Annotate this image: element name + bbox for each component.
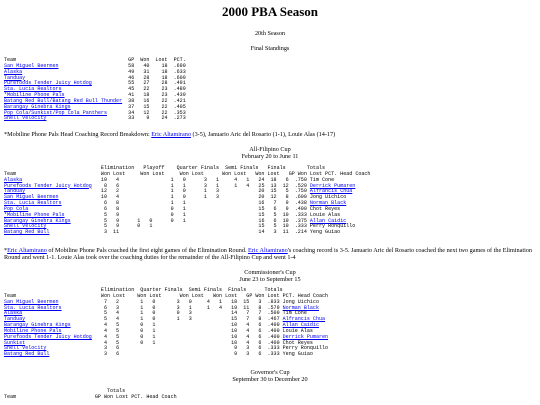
team-link-barangay-ginebra-kings[interactable]: Barangay Ginebra Kings <box>4 103 71 110</box>
team-link-san-miguel-beermen[interactable]: San Miguel Beermen <box>4 298 59 305</box>
row-values: 4 5 0 1 10 4 6 .400 <box>70 322 283 329</box>
mobiline-coaching-note <box>4 131 536 138</box>
row-values: 45 22 23 .489 <box>61 86 186 93</box>
coach-link-eric-altamirano-2[interactable]: Eric Altamirano <box>248 247 288 254</box>
row-values: 4 5 0 1 10 4 6 .400 <box>61 327 283 334</box>
team-link-purefoods-tender-juicy-hotdog[interactable]: Purefoods Tender Juicy Hotdog <box>4 333 92 340</box>
table-header: Elimination Quarter Finals Semi Finals Finals Totals <box>4 287 283 293</box>
coach-link-norman-black[interactable]: Norman Black <box>309 200 347 207</box>
coach-link-eric-altamirano[interactable]: Eric Altamirano <box>151 131 191 138</box>
coach-name: Jong Uichico <box>282 298 319 305</box>
row-values: 3 6 9 3 6 .333 <box>49 351 283 358</box>
coach-name: Chot Reyes <box>309 205 341 212</box>
row-values: 49 31 18 .633 <box>22 68 186 75</box>
team-link-alaska[interactable]: Alaska <box>4 176 23 183</box>
commissioners-table <box>4 288 328 358</box>
team-link-mobiline-phone-pals[interactable]: *Mobiline Phone Pals <box>4 211 65 218</box>
row-values: 5 4 1 0 0 3 14 7 7 .500 <box>22 310 283 317</box>
coach-link-alfrancis-chua[interactable]: Alfrancis Chua <box>282 316 326 323</box>
table-header: Totals <box>4 388 126 394</box>
team-link-sta-lucia-realtors[interactable]: Sta. Lucia Realtors <box>4 86 62 93</box>
table-row <box>4 351 313 357</box>
row-values: 5 9 0 1 15 5 10 .333 <box>46 223 310 230</box>
row-values: 3 11 14 3 11 .214 <box>49 229 310 236</box>
row-values: 10 4 1 0 3 1 4 1 24 18 6 .750 <box>22 176 310 183</box>
row-values: 6 8 0 1 15 6 9 .400 <box>28 205 310 212</box>
team-link-tanduay[interactable]: Tanduay <box>4 74 26 81</box>
coach-link-derrick-pumaren[interactable]: Derrick Pumaren <box>282 333 329 340</box>
coach-name: Yeng Guiao <box>282 351 313 358</box>
coach-name: Yeng Guiao <box>309 229 341 236</box>
coach-name: Louie Alas <box>282 327 313 334</box>
af-note-p1: * <box>4 247 8 254</box>
team-link-purefoods-tender-juicy-hotdog[interactable]: Purefoods Tender Juicy Hotdog <box>4 80 92 87</box>
coach-link-allan-caidic[interactable]: Allan Caidic <box>309 217 347 224</box>
row-values: 12 2 1 0 1 3 20 15 5 .750 <box>25 188 310 195</box>
all-filipino-title: All-Filipino Cup <box>249 146 291 153</box>
table-header: Team GP Won Lost PCT. Head Coach <box>4 393 177 400</box>
table-header: Team Won Lost Won Lost Won Lost Won Lost GP Won Lost PCT. Head Coach <box>4 292 329 299</box>
row-values: 3 6 9 3 6 .333 <box>46 345 283 352</box>
all-filipino-table <box>4 166 370 236</box>
af-note-p3: 's coaching record is 3-5. Januario Aric del Rosario coached the next two games of the Elimination Round and went 1-1. Louie Alas took over the coaching duties for the remainder of the All-Filipino Cup and went 1-4 <box>4 247 532 262</box>
team-link-sta-lucia-realtors[interactable]: Sta. Lucia Realtors <box>4 200 62 207</box>
coach-name: Perry Ronquillo <box>309 223 356 230</box>
table-header: Team Won Lost Won Lost Won Lost Won Lost Won Lost GP Won Lost PCT. Head Coach <box>4 170 371 177</box>
row-values: 5 4 1 0 1 3 15 7 8 .467 <box>25 316 283 323</box>
team-link-sunkist[interactable]: Sunkist <box>4 339 26 346</box>
team-link-tanduay[interactable]: Tanduay <box>4 188 26 195</box>
table-row <box>4 229 340 235</box>
table-row <box>4 115 186 121</box>
team-link-mobiline-phone-pals[interactable]: Mobiline Phone Pals <box>4 327 62 334</box>
row-values: 6 3 1 0 3 1 1 4 19 11 8 .579 <box>61 304 283 311</box>
team-link-alaska[interactable]: Alaska <box>4 68 23 75</box>
row-values: 5 9 0 1 15 5 10 .333 <box>64 211 310 218</box>
standings-table <box>4 58 186 122</box>
team-link-shell-velocity[interactable]: Shell Velocity <box>4 223 47 230</box>
note-prefix: *Mobiline Phone Pals Head Coaching Record Breakdown: <box>4 131 152 138</box>
af-note-p2: of Mobiline Phone Pals coached the first eight games of the Elimination Round. <box>46 247 249 254</box>
team-link-batang-red-bull[interactable]: Batang Red Bull <box>4 229 50 236</box>
note-suffix: (3-5), Januario Aric del Rosario (1-1), Louie Alas (14-17) <box>190 131 336 138</box>
coach-link-derrick-pumaren[interactable]: Derrick Pumaren <box>309 182 356 189</box>
team-link-mobiline-phone-pals[interactable]: *Mobiline Phone Pals <box>4 92 65 99</box>
standings-heading: Final Standings <box>250 45 290 52</box>
team-link-alaska[interactable]: Alaska <box>4 310 23 317</box>
row-values: 5 9 1 0 0 1 16 6 10 .375 <box>70 217 310 224</box>
coach-name: Louie Alas <box>309 211 341 218</box>
team-link-sta-lucia-realtors[interactable]: Sta. Lucia Realtors <box>4 304 62 311</box>
coach-name: Tim Cone <box>282 310 307 317</box>
season-number: 20th Season <box>254 30 286 37</box>
governors-dates: September 30 to December 20 <box>232 376 308 383</box>
row-values: 10 4 1 0 1 3 20 12 8 .600 <box>58 194 310 201</box>
governors-table <box>4 389 177 401</box>
coach-link-eric-altamirano-1[interactable]: Eric Altamirano <box>7 247 47 254</box>
row-values: 34 12 22 .353 <box>106 109 186 116</box>
row-values: 37 15 22 .405 <box>70 103 186 110</box>
row-values: 46 28 18 .609 <box>25 74 186 81</box>
team-link-batang-red-bull-batang-red-bull-thunder[interactable]: Batang Red Bull/Batang Red Bull Thunder <box>4 97 123 104</box>
team-link-shell-velocity[interactable]: Shell Velocity <box>4 345 47 352</box>
commissioners-dates: June 23 to September 15 <box>239 276 301 283</box>
all-filipino-dates: February 20 to June 11 <box>241 153 299 160</box>
row-values: 38 16 22 .421 <box>122 97 186 104</box>
table-header: Team GP Won Lost PCT. <box>4 57 186 63</box>
table-header: Elimination Playoff Quarter Finals Semi Finals Finals Totals <box>4 165 326 171</box>
row-values: 58 40 18 .690 <box>58 62 186 69</box>
team-link-shell-velocity[interactable]: Shell Velocity <box>4 115 47 122</box>
coach-name: Jong Uichico <box>309 194 347 201</box>
team-link-pop-cola[interactable]: Pop Cola <box>4 205 29 212</box>
row-values: 4 5 0 1 10 4 6 .400 <box>25 339 283 346</box>
row-values: 4 5 0 1 10 4 6 .400 <box>91 333 283 340</box>
row-values: 8 6 1 1 3 1 1 4 25 13 12 .529 <box>91 182 310 189</box>
coach-name: Tim Cone <box>309 176 335 183</box>
row-values: 7 2 1 0 3 0 4 1 18 15 3 .833 <box>58 298 283 305</box>
coach-link-alfrancis-chua[interactable]: Alfrancis Chua <box>309 188 353 195</box>
team-link-batang-red-bull[interactable]: Batang Red Bull <box>4 351 50 358</box>
team-link-tanduay[interactable]: Tanduay <box>4 316 26 323</box>
team-link-san-miguel-beermen[interactable]: San Miguel Beermen <box>4 62 59 69</box>
coach-link-norman-black[interactable]: Norman Black <box>282 304 319 311</box>
row-values: 41 18 23 .439 <box>64 92 186 99</box>
all-filipino-coaching-note <box>4 247 536 261</box>
coach-name: Perry Ronquillo <box>282 345 329 352</box>
team-link-san-miguel-beermen[interactable]: San Miguel Beermen <box>4 194 59 201</box>
governors-title: Governor's Cup <box>250 369 290 376</box>
season-title: 2000 PBA Season <box>221 4 319 19</box>
team-link-barangay-ginebra-kings[interactable]: Barangay Ginebra Kings <box>4 322 71 329</box>
row-values: 33 9 24 .273 <box>46 115 186 122</box>
team-link-pop-cola-sunkist-pop-cola-panthers[interactable]: Pop Cola/Sunkist/Pop Cola Panthers <box>4 109 107 116</box>
coach-link-allan-caidic[interactable]: Allan Caidic <box>282 322 319 329</box>
row-values: 55 27 28 .491 <box>91 80 186 87</box>
commissioners-title: Commissioner's Cup <box>244 269 296 276</box>
team-link-purefoods-tender-juicy-hotdog[interactable]: Purefoods Tender Juicy Hotdog <box>4 182 92 189</box>
team-link-barangay-ginebra-kings[interactable]: Barangay Ginebra Kings <box>4 217 71 224</box>
row-values: 6 8 1 1 16 7 9 .438 <box>61 200 310 207</box>
coach-name: Chot Reyes <box>282 339 313 346</box>
